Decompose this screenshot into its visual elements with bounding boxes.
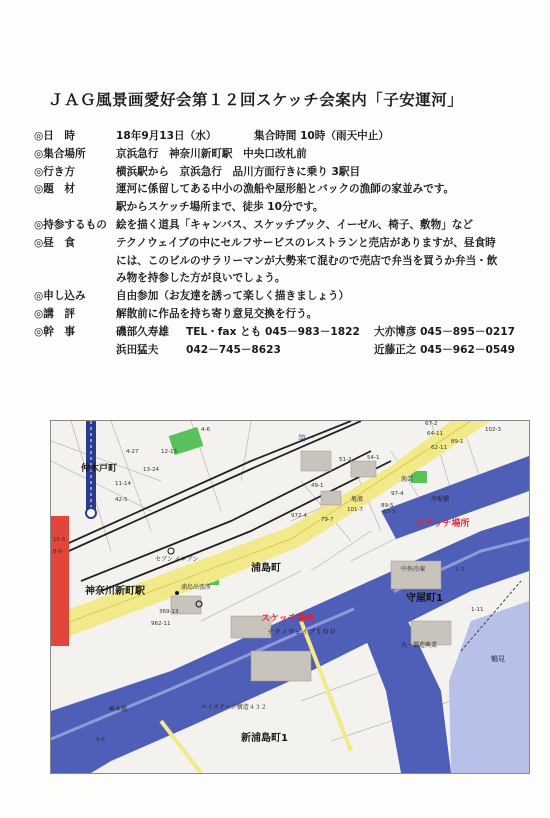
info-value: 自由参加（お友達を誘って楽しく描きましょう） [116, 290, 350, 303]
label-post: 浦島出張所 [181, 584, 212, 591]
marker-icon [175, 591, 179, 595]
info-value: み物を持参した方が良いでしょう。 [116, 272, 286, 285]
info-row-lunch-cont2 [34, 270, 546, 288]
block-number: 101-7 [347, 507, 363, 513]
info-row-subject-cont [34, 199, 546, 217]
block-number: 49-1 [311, 483, 324, 489]
info-row-review [34, 306, 546, 324]
info-row-organizers [34, 324, 546, 342]
label-technowave: テクノウェイブ１００ [267, 628, 337, 636]
label-marine: ベイステージ構造４３２ [201, 704, 267, 711]
info-label: ◎幹 事 [34, 325, 76, 338]
organizer-phone: TEL・fax とも 045－983－1822 [186, 325, 360, 338]
block-number: 8-6 [96, 737, 105, 743]
info-label: ◎題 材 [34, 183, 76, 196]
block-number: 67-2 [425, 421, 438, 427]
info-label: ◎講 評 [34, 307, 76, 320]
block-number: 8-6 [53, 549, 62, 555]
block-number: 11-14 [115, 481, 131, 487]
info-label: ◎申し込み [34, 290, 86, 303]
info-value: には、このビルのサラリーマンが大勢来て混むので売店で弁当を買うか弁当・飲 [116, 254, 498, 267]
info-row-organizers-2 [34, 342, 546, 360]
info-row-bring [34, 217, 546, 235]
block-number: 972-4 [291, 513, 307, 519]
block-number: 1-11 [471, 607, 484, 613]
block-number: 4-27 [126, 449, 139, 455]
label-kishi: 岸堤橋 [431, 496, 450, 503]
label-daiichi: 第一 [298, 434, 314, 443]
label-marui: 丸一製造興業 [401, 642, 438, 649]
block-number: 12-13 [161, 449, 177, 455]
info-value: 絵を描く道具「キャンバス、スケッチブック、イーゼル、椅子、敷物」など [116, 218, 474, 231]
label-moriya: 守屋町1 [406, 593, 443, 604]
info-label: ◎昼 食 [34, 236, 76, 249]
info-row-lunch [34, 235, 546, 253]
map-canvas [51, 421, 529, 773]
info-value: 京浜急行 神奈川新町駅 中央口改札前 [116, 147, 307, 160]
park-area [411, 471, 427, 483]
info-label [34, 199, 116, 217]
info-row-subject [34, 181, 546, 199]
info-label: ◎日 時 [34, 130, 76, 142]
block-number: 15-6 [53, 537, 66, 543]
info-label: ◎持参するもの [34, 218, 107, 231]
block-number: 369-13 [159, 609, 179, 615]
block-number: 1-3 [455, 567, 464, 573]
block-number: 54-1 [367, 455, 380, 461]
info-row-datetime [34, 128, 546, 146]
block-number: 962-11 [151, 621, 171, 627]
block-number: 62-11 [431, 445, 447, 451]
label-saki: 崎木橋 [109, 706, 128, 713]
organizer-contact: 近藤正之 045－962－0549 [374, 343, 515, 356]
label-shinurashima: 新浦島町1 [241, 733, 288, 744]
label-tokuryu: 鶴見 [491, 655, 505, 663]
label-urashima: 浦島町 [251, 563, 281, 574]
area-map [50, 420, 530, 774]
block-number: 42-5 [115, 497, 128, 503]
date-value: 18年9月13日（水） [116, 130, 217, 142]
block-number: 83-5 [383, 509, 396, 515]
info-label [34, 253, 116, 271]
block-number: 102-3 [485, 427, 501, 433]
block-number: 89-1 [451, 439, 464, 445]
event-info [34, 128, 546, 359]
label-nakaie: 仲木戸町 [81, 464, 118, 474]
label-sketch-spot-2: スケッチ場所 [261, 614, 315, 624]
organizer-name: 浜田猛夫 [116, 343, 159, 356]
info-value: 運河に係留してある中小の漁船や屋形船とバックの漁師の家並みです。 [116, 183, 455, 196]
info-label: ◎集合場所 [34, 147, 86, 160]
info-label: ◎行き方 [34, 165, 76, 178]
info-value: 横浜駅から 京浜急行 品川方面行きに乗り 3駅目 [116, 165, 361, 178]
info-value: 解散前に作品を持ち寄り意見交換を行う。 [116, 307, 318, 320]
block-number: 89-5 [381, 503, 394, 509]
info-row-lunch-cont1 [34, 253, 546, 271]
organizer-phone: 042－745－8623 [186, 343, 281, 356]
label-gyogyo: 漁業 [401, 476, 414, 483]
label-kamehama: 亀濱 [351, 496, 364, 503]
block-number: 51-2 [339, 457, 352, 463]
organizer-contact: 大亦博彦 045－895－0217 [374, 325, 515, 338]
block-number: 4-6 [201, 427, 210, 433]
label-seven: セブン イレブン [155, 556, 199, 563]
block-number: 79-7 [321, 517, 334, 523]
gather-time-value: 集合時間 10時（雨天中止） [254, 130, 389, 142]
document-title: ＪＡＧ風景画愛好会第１２回スケッチ会案内「子安運河」 [48, 91, 464, 109]
info-label [34, 270, 116, 288]
label-chuo: 中外冷凍 [401, 566, 426, 573]
label-station: 神奈川新町駅 [85, 586, 145, 597]
label-sketch-spot-1: スケッチ場所 [416, 519, 470, 529]
info-row-apply [34, 288, 546, 306]
block-number: 13-24 [143, 467, 159, 473]
block-number: 64-11 [427, 431, 443, 437]
info-value: 駅からスケッチ場所まで、徒歩 10分です。 [116, 201, 324, 214]
info-value: テクノウェイブの中にセルフサービスのレストランと売店がありますが、昼食時 [116, 236, 496, 249]
station-platform [51, 516, 69, 646]
info-row-meeting-place [34, 146, 546, 164]
info-row-directions [34, 164, 546, 182]
block-number: 97-4 [391, 491, 404, 497]
organizer-name: 磯部久寿雄 [116, 325, 169, 338]
